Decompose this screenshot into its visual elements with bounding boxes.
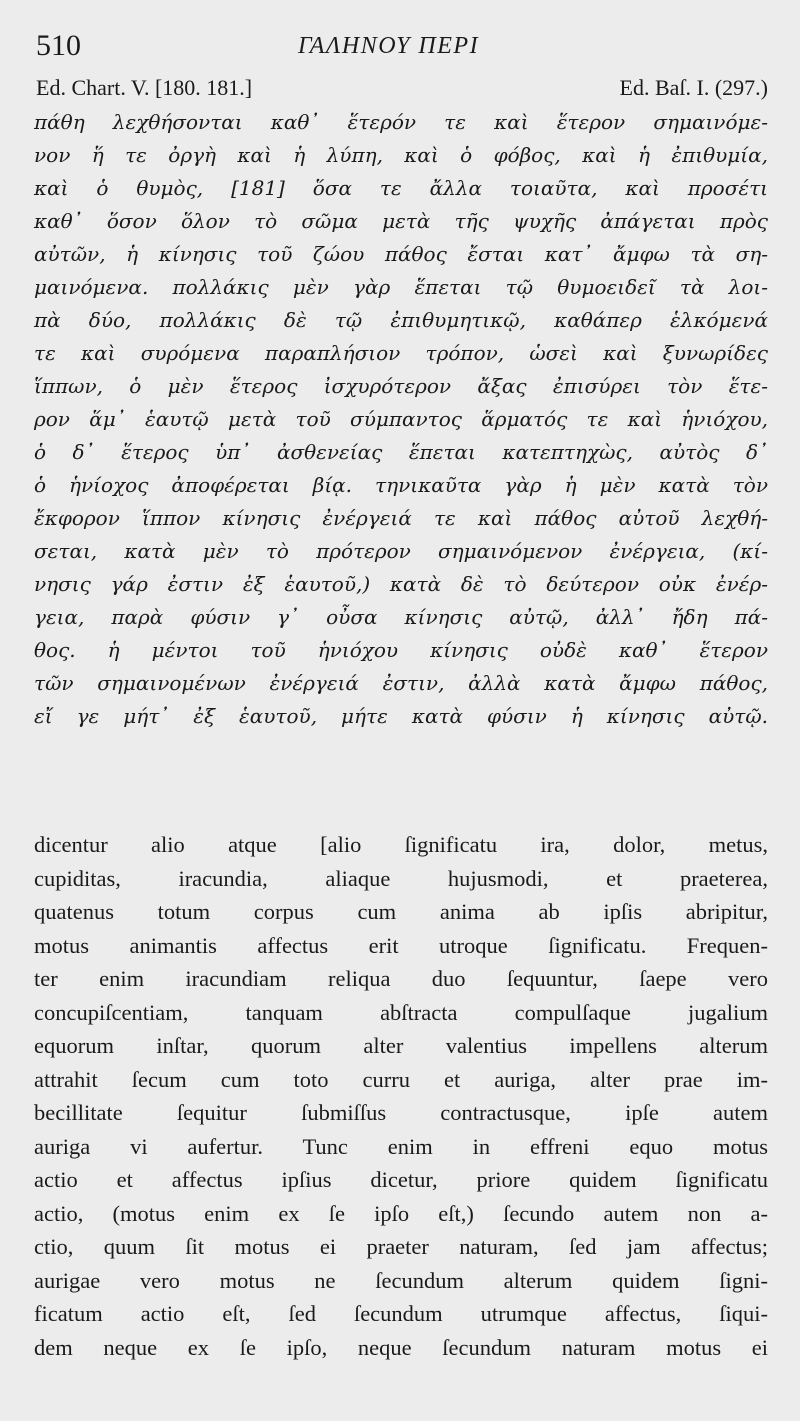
page-header bbox=[36, 28, 766, 64]
greek-text-block bbox=[34, 106, 768, 733]
latin-line: concupiſcentiam, tanquam abſtracta compulſaque jugalium bbox=[34, 999, 768, 1025]
greek-line: ὁ δ᾽ ἕτερος ὑπ᾽ ἀσθενείας ἕπεται κατεπτηχὼς, αὐτὸς δ᾽ bbox=[34, 440, 768, 464]
edition-chartier-reference: Ed. Chart. V. [180. 181.] bbox=[36, 75, 253, 100]
greek-line: αὐτῶν, ἡ κίνησις τοῦ ζώου πάθος ἔσται κατ᾽ ἄμφω τὰ ση- bbox=[34, 242, 768, 266]
greek-line: γεια, παρὰ φύσιν γ᾽ οὖσα κίνησις αὐτῷ, ἀλλ᾽ ἤδη πά- bbox=[34, 605, 768, 629]
page-number: 510 bbox=[36, 29, 81, 62]
greek-line: θος. ἡ μέντοι τοῦ ἡνιόχου κίνησις οὐδὲ καθ᾽ ἕτερον bbox=[34, 638, 768, 662]
latin-line: attrahit ſecum cum toto curru et auriga, alter prae im- bbox=[34, 1066, 768, 1092]
greek-line: σεται, κατὰ μὲν τὸ πρότερον σημαινόμενον ἐνέργεια, (κί- bbox=[34, 539, 768, 563]
greek-line: τε καὶ συρόμενα παραπλήσιον τρόπον, ὡσεὶ καὶ ξυνωρίδες bbox=[34, 341, 768, 365]
latin-line: motus animantis affectus erit utroque ſignificatu. Frequen- bbox=[34, 932, 768, 958]
greek-line: ἔκφορον ἵππον κίνησις ἐνέργειά τε καὶ πάθος αὐτοῦ λεχθή- bbox=[34, 506, 768, 530]
latin-line: actio et affectus ipſius dicetur, priore quidem ſignificatu bbox=[34, 1167, 768, 1192]
latin-text-block bbox=[34, 828, 768, 1364]
edition-basel-reference: Ed. Baſ. I. (297.) bbox=[619, 75, 768, 100]
latin-line: auriga vi aufertur. Tunc enim in effreni equo motus bbox=[34, 1133, 768, 1159]
greek-line: ρον ἅμ᾽ ἑαυτῷ μετὰ τοῦ σύμπαντος ἅρματός τε καὶ ἡνιόχου, bbox=[34, 407, 768, 431]
greek-line: νησις γάρ ἐστιν ἐξ ἑαυτοῦ,) κατὰ δὲ τὸ δεύτερον οὐκ ἐνέρ- bbox=[34, 572, 768, 596]
greek-line: καθ᾽ ὅσον ὅλον τὸ σῶμα μετὰ τῆς ψυχῆς ἀπάγεται πρὸς bbox=[34, 209, 768, 233]
latin-line: quatenus totum corpus cum anima ab ipſis abripitur, bbox=[34, 899, 768, 924]
latin-line: dem neque ex ſe ipſo, neque ſecundum naturam motus ei bbox=[34, 1334, 768, 1360]
greek-line: τῶν σημαινομένων ἐνέργειά ἐστιν, ἀλλὰ κατὰ ἄμφω πάθος, bbox=[34, 671, 768, 695]
latin-line: equorum inſtar, quorum alter valentius impellens alterum bbox=[34, 1033, 768, 1058]
latin-line: aurigae vero motus ne ſecundum alterum quidem ſigni- bbox=[34, 1267, 768, 1293]
greek-line: πάθη λεχθήσονται καθ᾽ ἕτερόν τε καὶ ἕτερον σημαινόμε- bbox=[34, 110, 768, 134]
greek-line: μαινόμενα. πολλάκις μὲν γὰρ ἕπεται τῷ θυμοειδεῖ τὰ λοι- bbox=[34, 275, 768, 299]
latin-line: cupiditas, iracundia, aliaque hujusmodi, et praeterea, bbox=[34, 865, 768, 891]
greek-line: ἵππων, ὁ μὲν ἕτερος ἰσχυρότερον ἄξας ἐπισύρει τὸν ἕτε- bbox=[34, 374, 768, 398]
latin-line: ficatum actio eſt, ſed ſecundum utrumque affectus, ſiqui- bbox=[34, 1301, 768, 1326]
edition-references bbox=[36, 72, 768, 104]
greek-line: εἴ γε μήτ᾽ ἐξ ἑαυτοῦ, μήτε κατὰ φύσιν ἡ κίνησις αὐτῷ. bbox=[34, 704, 768, 728]
latin-line: ter enim iracundiam reliqua duo ſequuntur, ſaepe vero bbox=[34, 966, 768, 991]
greek-line: ὁ ἡνίοχος ἀποφέρεται βίᾳ. τηνικαῦτα γὰρ ἡ μὲν κατὰ τὸν bbox=[34, 473, 768, 497]
running-head: ΓΑΛΗΝΟΥ ΠΕΡΙ bbox=[298, 33, 480, 59]
greek-line: νον ἥ τε ὀργὴ καὶ ἡ λύπη, καὶ ὁ φόβος, καὶ ἡ ἐπιθυμία, bbox=[34, 143, 768, 167]
latin-line: ctio, quum ſit motus ei praeter naturam, ſed jam affectus; bbox=[34, 1234, 768, 1259]
latin-line: dicentur alio atque [alio ſignificatu ira, dolor, metus, bbox=[34, 832, 768, 857]
latin-line: becillitate ſequitur ſubmiſſus contractusque, ipſe autem bbox=[34, 1100, 768, 1125]
greek-line: καὶ ὁ θυμὸς, [181] ὅσα τε ἄλλα τοιαῦτα, καὶ προσέτι bbox=[34, 176, 768, 200]
greek-line: πὰ δύο, πολλάκις δὲ τῷ ἐπιθυμητικῷ, καθάπερ ἑλκόμενά bbox=[34, 308, 768, 332]
latin-line: actio, (motus enim ex ſe ipſo eſt,) ſecundo autem non a- bbox=[34, 1200, 768, 1226]
